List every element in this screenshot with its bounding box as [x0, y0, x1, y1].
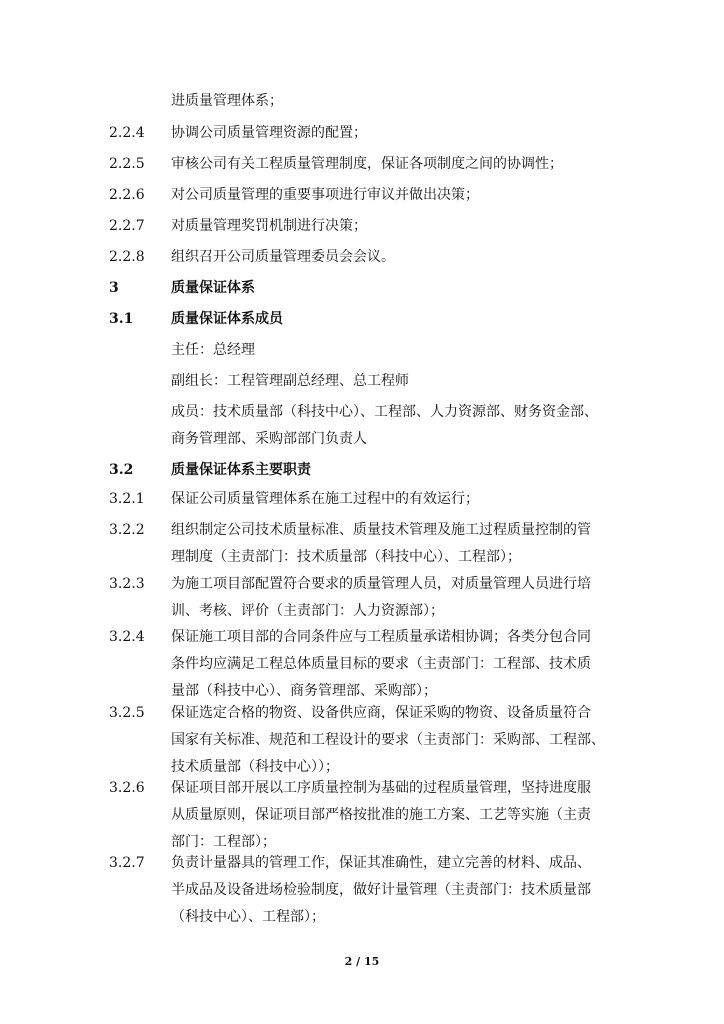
item-text: 对公司质量管理的重要事项进行审议并做出决策；	[171, 187, 479, 203]
item-text: 保证公司质量管理体系在施工过程中的有效运行；	[171, 491, 479, 507]
item-text: 主任：总经理	[171, 342, 255, 358]
section-title: 质量保证体系主要职责	[171, 462, 311, 478]
section-title: 质量保证体系成员	[171, 311, 283, 327]
item-text: 协调公司质量管理资源的配置；	[171, 125, 367, 141]
item-text: 保证施工项目部的合同条件应与工程质量承诺相协调；各类分包合同 条件均应满足工程总体质量目标的要求（主责部门：工程部、技术质 量部（科技中心）、商务管理部、采购部）；	[171, 629, 591, 699]
item-text: 负责计量器具的管理工作，保证其准确性，建立完善的材料、成品、 半成品及设备进场检验制度，做好计量管理（主责部门：技术质量部 （科技中心）、工程部）；	[171, 855, 591, 925]
item-text: 审核公司有关工程质量管理制度，保证各项制度之间的协调性；	[171, 156, 563, 172]
section-number: 3.1	[109, 311, 134, 327]
item-number: 3.2.3	[109, 576, 145, 592]
page-number: 2 / 15	[344, 955, 380, 968]
item-text: 为施工项目部配置符合要求的质量管理人员，对质量管理人员进行培 训、考核、评价（主责部门：人力资源部）；	[171, 576, 591, 619]
item-number: 2.2.8	[109, 249, 145, 265]
item-text: 保证选定合格的物资、设备供应商，保证采购的物资、设备质量符合 国家有关标准、规范和工程设计的要求（主责部门：采购部、工程部、 技术质量部（科技中心））；	[171, 705, 605, 775]
item-number: 3.2.7	[109, 855, 145, 871]
item-number: 3.2.5	[109, 705, 145, 721]
item-text: 副组长：工程管理副总经理、总工程师	[171, 373, 409, 389]
item-number: 2.2.7	[109, 218, 145, 234]
item-text: 保证项目部开展以工序质量控制为基础的过程质量管理，坚持进度服 从质量原则，保证项目部严格按批准的施工方案、工艺等实施（主责 部门：工程部）；	[171, 780, 591, 850]
item-text: 进质量管理体系；	[171, 93, 283, 109]
item-text: 组织召开公司质量管理委员会会议。	[171, 249, 395, 265]
item-number: 3.2.4	[109, 629, 145, 645]
item-number: 2.2.4	[109, 125, 145, 141]
item-number: 2.2.6	[109, 187, 145, 203]
item-number: 3.2.6	[109, 780, 145, 796]
item-number: 3.2.1	[109, 491, 145, 507]
section-number: 3	[109, 280, 119, 296]
section-number: 3.2	[109, 462, 134, 478]
item-number: 3.2.2	[109, 522, 145, 538]
item-number: 2.2.5	[109, 156, 145, 172]
section-title: 质量保证体系	[171, 280, 255, 296]
item-text: 组织制定公司技术质量标准、质量技术管理及施工过程质量控制的管 理制度（主责部门：技术质量部（科技中心）、工程部）；	[171, 522, 591, 565]
item-text: 成员：技术质量部（科技中心）、工程部、人力资源部、财务资金部、 商务管理部、采购部部门负责人	[171, 404, 598, 447]
item-text: 对质量管理奖罚机制进行决策；	[171, 218, 367, 234]
